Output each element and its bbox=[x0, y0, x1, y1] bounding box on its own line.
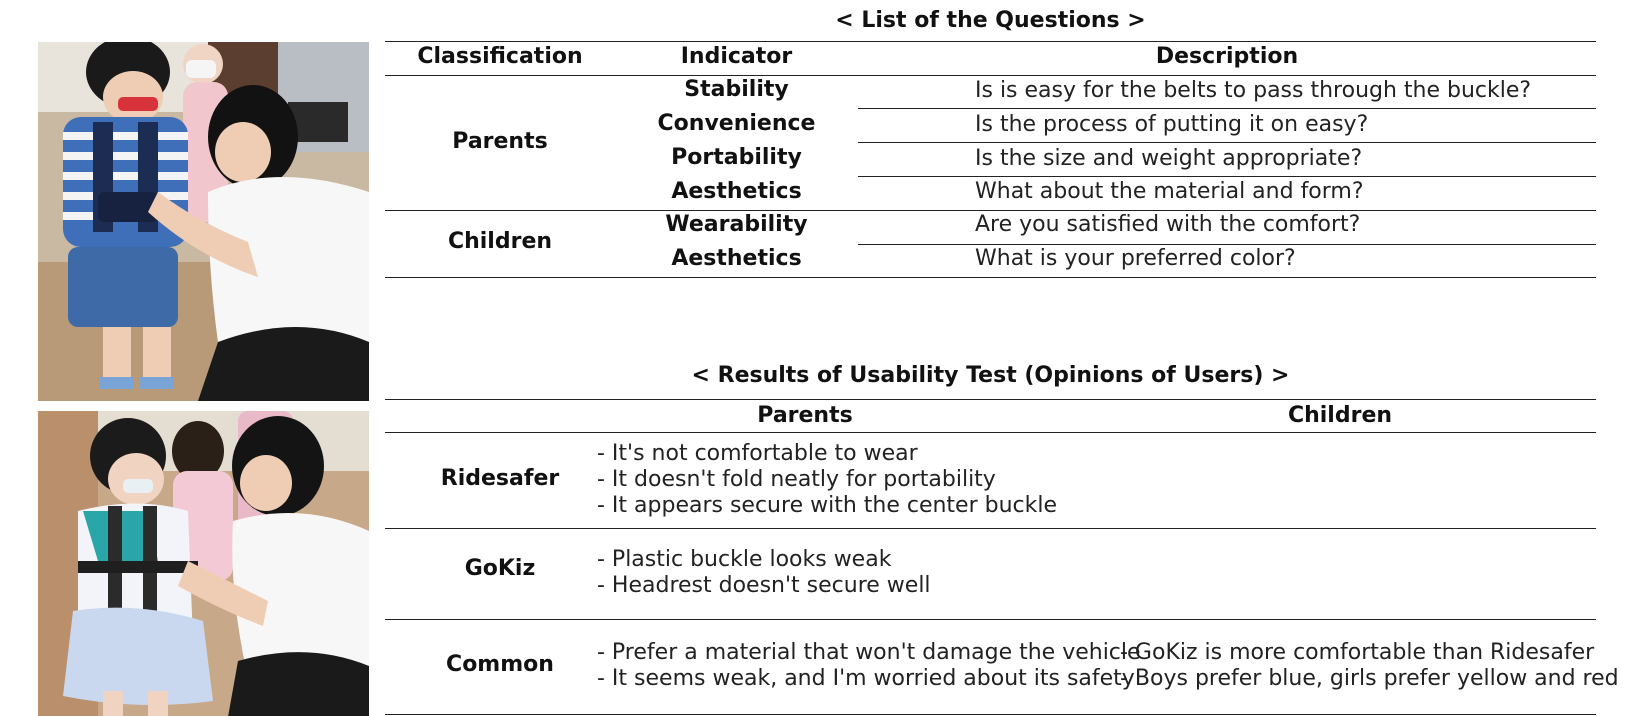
classification-children: Children bbox=[447, 229, 553, 254]
description-portability: Is the size and weight appropriate? bbox=[975, 146, 1363, 171]
results-label-ridesafer: Ridesafer bbox=[440, 466, 560, 491]
questions-top-rule bbox=[385, 41, 1596, 42]
opinion-line: - It's not comfortable to wear bbox=[597, 441, 918, 466]
indicator-portability: Portability bbox=[671, 145, 802, 170]
photo-parent-fitting-girl bbox=[38, 411, 369, 716]
indicator-wearability: Wearability bbox=[665, 212, 808, 237]
results-label-gokiz: GoKiz bbox=[464, 556, 536, 581]
header-description: Description bbox=[1155, 44, 1299, 69]
description-aesthetics-children: What is your preferred color? bbox=[975, 246, 1296, 271]
description-rule bbox=[858, 108, 1596, 109]
results-bottom-rule bbox=[385, 714, 1596, 715]
results-header-rule bbox=[385, 432, 1596, 433]
opinion-line: - It doesn't fold neatly for portability bbox=[597, 467, 996, 492]
results-title: < Results of Usability Test (Opinions of Users) > bbox=[691, 363, 1290, 388]
photo-scene-girl bbox=[38, 411, 369, 716]
photo-scene-boy bbox=[38, 42, 369, 401]
description-wearability: Are you satisfied with the comfort? bbox=[975, 212, 1361, 237]
results-gokiz-parents bbox=[597, 547, 931, 599]
results-common-children bbox=[1120, 640, 1619, 692]
photo-parent-fitting-boy bbox=[38, 42, 369, 401]
results-header-parents: Parents bbox=[757, 403, 853, 428]
opinion-line: - Plastic buckle looks weak bbox=[597, 547, 892, 572]
description-stability: Is is easy for the belts to pass through the buckle? bbox=[975, 78, 1532, 103]
classification-parents: Parents bbox=[452, 129, 548, 154]
results-ridesafer-parents bbox=[597, 441, 1057, 519]
results-label-common: Common bbox=[446, 652, 554, 677]
indicator-stability: Stability bbox=[684, 77, 789, 102]
indicator-aesthetics-children: Aesthetics bbox=[671, 246, 802, 271]
results-header-children: Children bbox=[1287, 403, 1393, 428]
opinion-line: - Headrest doesn't secure well bbox=[597, 573, 931, 598]
indicator-aesthetics-parents: Aesthetics bbox=[671, 179, 802, 204]
results-common-parents bbox=[597, 640, 1141, 692]
header-classification: Classification bbox=[417, 44, 583, 69]
description-rule bbox=[858, 176, 1596, 177]
results-top-rule bbox=[385, 399, 1596, 400]
opinion-line: - It appears secure with the center buckle bbox=[597, 493, 1058, 518]
questions-header-rule bbox=[385, 75, 1596, 76]
indicator-convenience: Convenience bbox=[657, 111, 816, 136]
results-row-rule bbox=[385, 528, 1596, 529]
questions-bottom-rule bbox=[385, 277, 1596, 278]
opinion-line: - Boys prefer blue, girls prefer yellow and red bbox=[1120, 666, 1619, 691]
questions-title: < List of the Questions > bbox=[835, 8, 1146, 33]
opinion-line: - Prefer a material that won't damage the vehicle bbox=[597, 640, 1141, 665]
opinion-line: - It seems weak, and I'm worried about its safety bbox=[597, 666, 1135, 691]
description-convenience: Is the process of putting it on easy? bbox=[975, 112, 1369, 137]
description-rule bbox=[858, 142, 1596, 143]
description-aesthetics-parents: What about the material and form? bbox=[975, 179, 1364, 204]
questions-group-rule bbox=[385, 210, 1596, 211]
header-indicator: Indicator bbox=[680, 44, 793, 69]
opinion-line: - GoKiz is more comfortable than Ridesafer bbox=[1120, 640, 1595, 665]
description-rule bbox=[858, 244, 1596, 245]
results-row-rule bbox=[385, 619, 1596, 620]
